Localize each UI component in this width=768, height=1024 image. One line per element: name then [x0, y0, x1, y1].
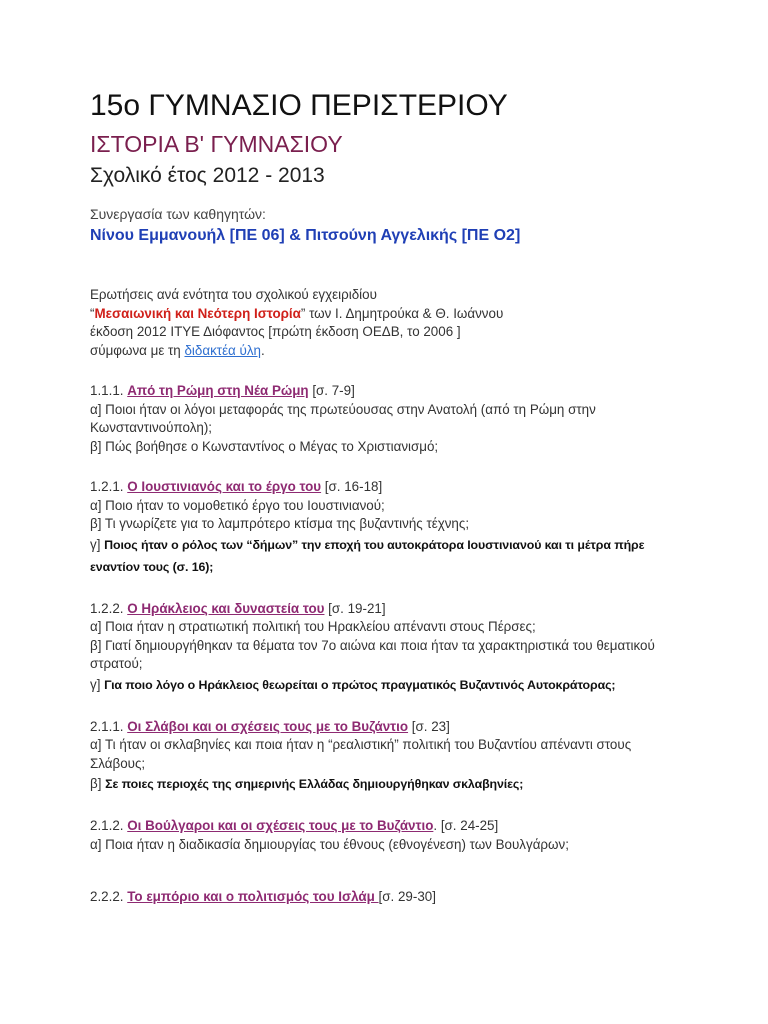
section-title-link[interactable]: Ο Ιουστινιανός και το έργο του	[127, 479, 322, 494]
school-year: Σχολικό έτος 2012 - 2013	[90, 164, 325, 187]
intro-line-1: Ερωτήσεις ανά ενότητα του σχολικού εγχειριδίου	[90, 287, 377, 302]
section-pages: [σ. 7-9]	[308, 383, 355, 398]
question-line: β] Τι γνωρίζετε για το λαμπρότερο κτίσμα της βυζαντινής τέχνης;	[90, 516, 470, 531]
section-pages: . [σ. 24-25]	[433, 818, 499, 833]
question-line: Σλάβους;	[90, 755, 146, 771]
section-title-link[interactable]: Ο Ηράκλειος και δυναστεία του	[127, 600, 325, 616]
document-page	[90, 88, 730, 907]
sections-list	[90, 382, 730, 907]
bold-question-text: Ποιος ήταν ο ρόλος των “δήμων” την εποχή του αυτοκράτορα Ιουστινιανού και τι μέτρα πήρε	[104, 537, 645, 552]
section-number: 2.1.2.	[90, 818, 128, 833]
intro-prefix: σύμφωνα με τη	[90, 342, 185, 358]
question-line: Κωνσταντινούπολη);	[90, 420, 213, 435]
section-title-link[interactable]: Οι Σλάβοι και οι σχέσεις τους με το Βυζάντιο	[127, 718, 409, 734]
question-prefix: γ]	[90, 536, 105, 552]
intro-line-3: έκδοση 2012 ΙΤΥΕ Διόφαντος [πρώτη έκδοση ΟΕΔΒ, το 2006 ]	[90, 324, 461, 339]
section	[90, 817, 730, 854]
section-title-link[interactable]: Από τη Ρώμη στη Νέα Ρώμη	[127, 383, 309, 398]
section-pages: [σ. 16-18]	[321, 479, 383, 494]
bold-question-text: Για ποιο λόγο ο Ηράκλειος θεωρείται ο πρώτος πραγματικός Βυζαντινός Αυτοκράτορας;	[104, 677, 616, 692]
intro-block	[90, 286, 730, 360]
section	[90, 888, 730, 907]
school-title: 15ο ΓΥΜΝΑΣΙΟ ΠΕΡΙΣΤΕΡΙΟΥ	[90, 89, 508, 122]
section-pages: [σ. 19-21]	[324, 600, 386, 616]
section	[90, 382, 730, 456]
intro-suffix: .	[260, 342, 265, 358]
subject-title: ΙΣΤΟΡΙΑ Β' ΓΥΜΝΑΣΙΟΥ	[90, 131, 343, 157]
question-prefix: γ]	[90, 676, 105, 692]
bold-question-line	[90, 534, 730, 556]
section-pages: [σ. 23]	[408, 718, 450, 734]
section-number: 2.1.1.	[90, 718, 128, 734]
bold-question-text: Σε ποιες περιοχές της σημερινής Ελλάδας δημιουργήθηκαν σκλαβηνίες;	[105, 777, 524, 791]
question-line: α] Ποια ήταν η διαδικασία δημιουργίας του έθνους (εθνογένεση) των Βουλγάρων;	[90, 836, 569, 852]
bold-question-text: εναντίον τους (σ. 16);	[90, 559, 214, 574]
syllabus-link[interactable]: διδακτέα ύλη	[184, 342, 261, 358]
section	[90, 600, 730, 696]
quote-open: “	[90, 305, 95, 321]
intro-authors: ” των Ι. Δημητρούκα & Θ. Ιωάννου	[300, 305, 504, 321]
section-number: 1.1.1.	[90, 383, 128, 398]
book-title: Μεσαιωνική και Νεότερη Ιστορία	[94, 305, 301, 321]
bold-question-line	[90, 556, 730, 578]
section	[90, 478, 730, 578]
section-heading	[90, 888, 730, 907]
authors: Νίνου Εμμανουήλ [ΠΕ 06] & Πιτσούνη Αγγελικής [ΠΕ Ο2]	[90, 227, 521, 244]
question-line: β] Γιατί δημιουργήθηκαν τα θέματα τον 7ο αιώνα και ποια ήταν τα χαρακτηριστικά του θεματικού	[90, 637, 655, 653]
collaboration-label: Συνεργασία των καθηγητών:	[90, 206, 266, 222]
section-number: 1.2.2.	[90, 600, 128, 616]
intro-line-2	[90, 305, 730, 324]
section-title-link[interactable]: Το εμπόριο και ο πολιτισμός του Ισλάμ	[127, 889, 379, 904]
question-line: α] Τι ήταν οι σκλαβηνίες και ποια ήταν η “ρεαλιστική” πολιτική του Βυζαντίου απέναντι στους	[90, 737, 632, 752]
question-line: στρατού;	[90, 656, 143, 671]
section-number: 2.2.2.	[90, 889, 128, 904]
section-heading	[90, 817, 730, 836]
section-number: 1.2.1.	[90, 479, 128, 494]
question-prefix: β]	[90, 776, 106, 791]
question-line: α] Ποια ήταν η στρατιωτική πολιτική του Ηρακλείου απέναντι στους Πέρσες;	[90, 619, 536, 634]
bold-question-line	[90, 674, 730, 696]
section-heading	[90, 382, 730, 401]
section-title-link[interactable]: Οι Βούλγαροι και οι σχέσεις τους με το Βυζάντιο	[127, 818, 434, 833]
intro-line-4	[90, 342, 730, 361]
question-line: α] Ποιοι ήταν οι λόγοι μεταφοράς της πρωτεύουσας στην Ανατολή (από τη Ρώμη στην	[90, 401, 596, 417]
section-heading	[90, 718, 730, 737]
bold-question-line	[90, 773, 730, 795]
question-line: α] Ποιο ήταν το νομοθετικό έργο του Ιουστινιανού;	[90, 497, 385, 513]
section	[90, 718, 730, 796]
section-pages: [σ. 29-30]	[378, 889, 436, 904]
section-heading	[90, 478, 730, 497]
section-heading	[90, 600, 730, 619]
question-line: β] Πώς βοήθησε ο Κωνσταντίνος ο Μέγας το Χριστιανισμό;	[90, 438, 439, 454]
